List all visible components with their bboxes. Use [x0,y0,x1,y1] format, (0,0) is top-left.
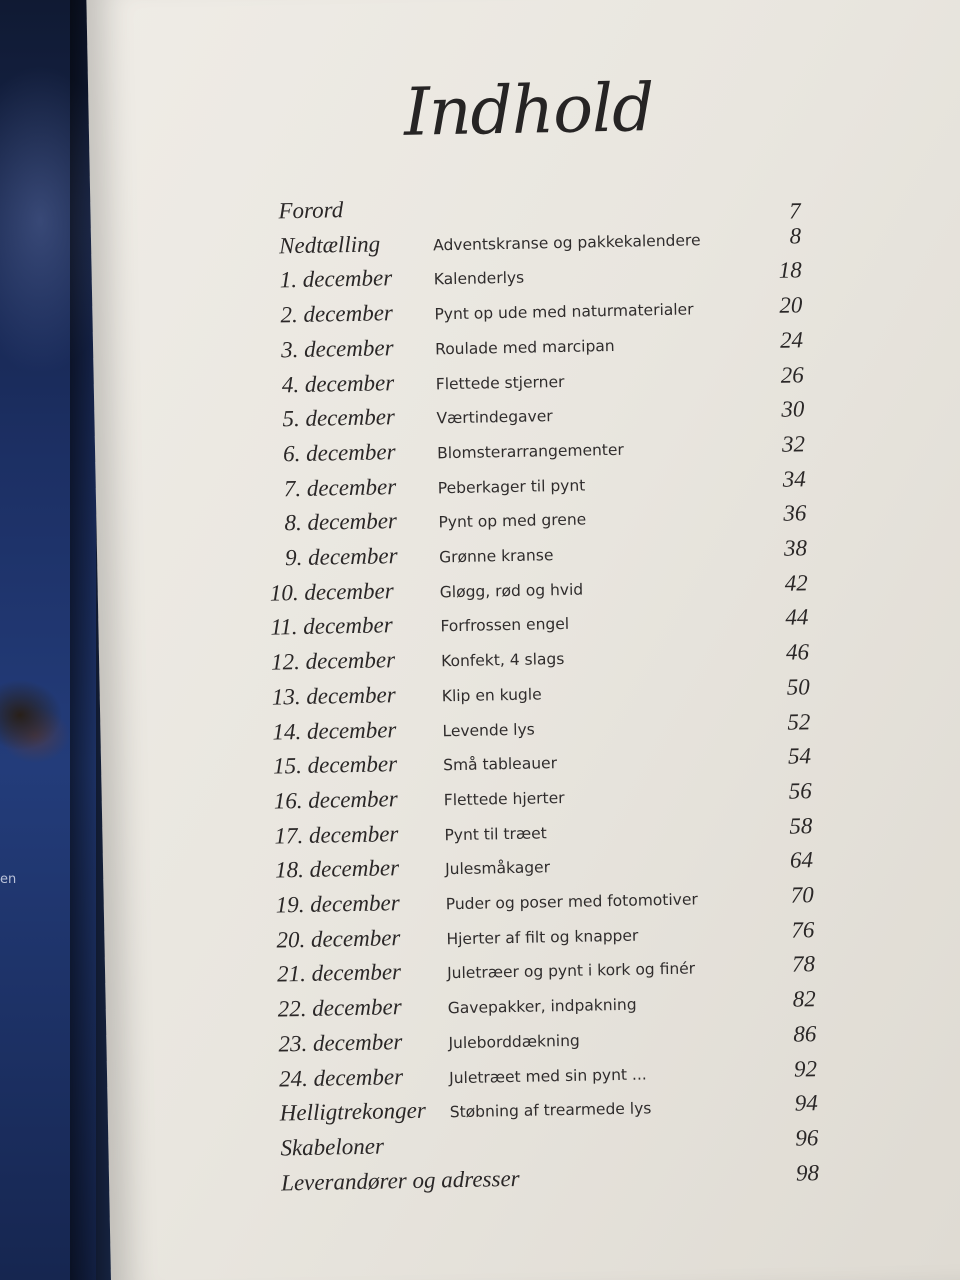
toc-page-number: 7 [788,198,801,224]
toc-day-label: 20. december [276,924,401,953]
toc-day-label: 7. december [283,473,397,501]
toc-page-number: 94 [794,1090,818,1116]
toc-page-number: 96 [795,1125,819,1151]
toc-page-number: 32 [781,431,806,457]
toc-page-number: 46 [785,639,810,665]
toc-page-number: 64 [789,847,814,873]
toc-day-label: 3. december [280,334,394,363]
toc-topic-label: Julesmåkager [444,858,551,879]
toc-topic-label: Juletræer og pynt i kork og finér [446,959,696,983]
toc-page-number: 52 [787,708,811,735]
toc-topic-label: Værtindegaver [436,407,553,428]
toc-day-label: Forord [278,197,344,224]
toc-topic-label: Grønne kranse [438,546,554,567]
toc-page-number: 98 [795,1159,820,1186]
toc-day-label: 8. december [284,508,398,536]
book-page [86,0,960,1280]
toc-day-label: 22. december [277,994,402,1022]
toc-page-number: 58 [789,812,813,839]
toc-day-label: 6. december [282,439,396,467]
toc-topic-label: Juletræet med sin pynt ... [448,1064,647,1087]
toc-day-label: 24. december [278,1063,404,1091]
toc-day-label: 18. december [274,855,400,883]
toc-page-number: 38 [783,535,808,561]
toc-day-label: 17. december [274,820,399,849]
toc-topic-label: Juleborddækning [448,1031,580,1053]
toc-topic-label: Puder og poser med fotomotiver [445,890,698,914]
toc-day-label: 11. december [270,612,393,640]
toc-day-label: 2. december [280,300,394,328]
toc-day-label: 19. december [275,890,400,918]
toc-topic-label: Støbning af trearmede lys [449,1099,652,1122]
toc-page-number: 36 [783,500,807,527]
toc-topic-label: Små tableauer [442,754,558,775]
toc-topic-label: Klip en kugle [441,685,542,706]
toc-page-number: 82 [792,986,816,1012]
toc-page-number: 78 [791,951,816,978]
toc-topic-label: Forfrossen engel [440,615,570,636]
toc-page-number: 76 [791,916,815,943]
toc-day-label: 12. december [270,647,396,675]
toc-topic-label: Flettede hjerter [443,788,565,810]
toc-day-label: 9. december [284,543,398,571]
toc-day-label: 21. december [276,959,402,987]
toc-page-number: 8 [789,223,802,249]
toc-topic-label: Blomsterarrangementer [436,440,624,463]
toc-page-number: 30 [781,396,805,422]
toc-topic-label: Pynt op ude med naturmaterialer [434,300,694,324]
toc-topic-label: Levende lys [442,720,535,740]
toc-page-number: 50 [786,674,810,700]
toc-topic-label: Pynt op med grene [438,510,587,532]
toc-topic-label: Adventskranse og pakkekalendere [432,230,701,255]
toc-day-label: 23. december [278,1028,403,1057]
toc-topic-label: Kalenderlys [433,269,525,289]
toc-topic-label: Pynt til træet [444,823,547,844]
toc-page-number: 18 [778,257,802,284]
toc-page-number: 54 [787,743,812,769]
toc-day-label: Helligtrekonger [279,1097,427,1126]
toc-day-label: 5. december [282,404,396,432]
toc-topic-label: Flettede stjerner [435,372,565,393]
toc-day-label: Leverandører og adresser [280,1165,520,1196]
toc-page-number: 56 [788,778,812,804]
toc-day-label: 10. december [269,577,394,606]
toc-page-number: 70 [790,882,814,908]
toc-day-label: 14. december [272,716,397,745]
toc-day-label: Skabeloner [280,1133,385,1161]
toc-topic-label: Gløgg, rød og hvid [439,580,584,602]
background-edge-text: en [0,872,17,887]
toc-topic-label: Roulade med marcipan [434,336,615,359]
toc-page-number: 86 [793,1020,817,1047]
toc-page-content [86,0,960,1280]
toc-page-number: 24 [779,327,804,353]
toc-day-label: 15. december [272,751,398,779]
toc-page-number: 44 [785,604,809,631]
page-title: Indhold [403,69,655,151]
toc-page-number: 34 [782,465,806,492]
toc-day-label: 13. december [271,681,396,710]
toc-day-label: Nedtælling [278,231,381,259]
toc-day-label: 16. december [273,786,398,814]
toc-day-label: 4. december [281,369,395,397]
toc-page-number: 92 [793,1055,818,1082]
toc-topic-label: Konfekt, 4 slags [440,650,565,671]
toc-page-number: 26 [780,361,804,388]
toc-topic-label: Hjerter af filt og knapper [446,926,639,948]
toc-page-number: 42 [784,569,808,596]
toc-topic-label: Peberkager til pynt [437,476,586,497]
toc-topic-label: Gavepakker, indpakning [447,995,637,1018]
toc-page-number: 20 [779,292,803,318]
toc-day-label: 1. december [279,265,393,293]
